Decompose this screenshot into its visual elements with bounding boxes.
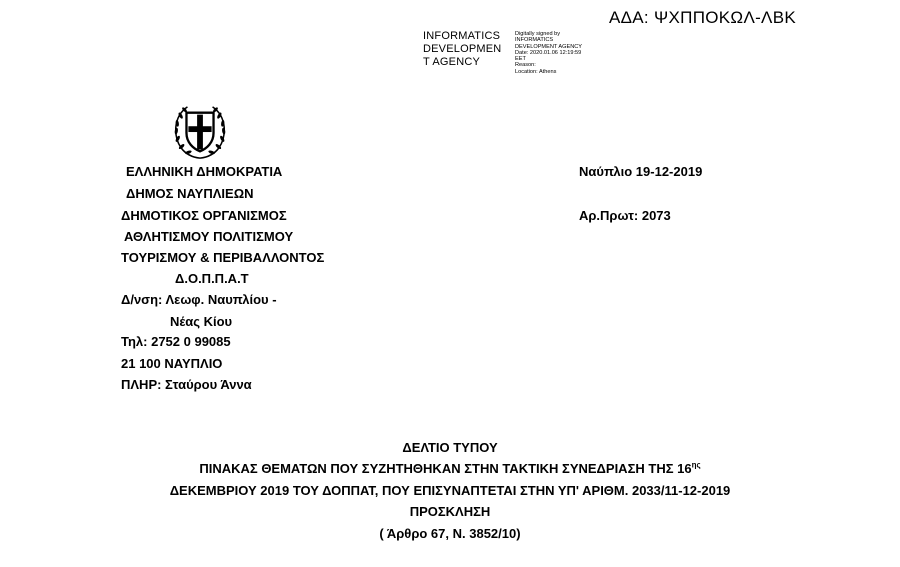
sender-line: ΕΛΛΗΝΙΚΗ ΔΗΜΟΚΡΑΤΙΑ <box>126 164 283 179</box>
greek-coat-of-arms-icon <box>171 104 229 162</box>
signature-name <box>423 30 515 69</box>
signature-detail-line: Reason: <box>515 62 536 69</box>
title-line-text: ΠΙΝΑΚΑΣ ΘΕΜΑΤΩΝ ΠΟΥ ΣΥΖΗΤΗΘΗΚΑΝ ΣΤΗΝ ΤΑΚΤΙΚΗ ΣΥΝΕΔΡΙΑΣΗ ΤΗΣ 16 <box>199 461 692 476</box>
signature-name-line: T AGENCY <box>423 56 481 68</box>
title-line: ΠΡΟΣΚΛΗΣΗ <box>409 504 491 519</box>
signature-detail-line: DEVELOPMENT AGENCY <box>515 43 583 50</box>
sender-line: Νέας Κίου <box>170 314 233 329</box>
sender-line: Δ.Ο.Π.Π.Α.Τ <box>175 271 249 286</box>
sender-line: ΔΗΜΟΣ ΝΑΥΠΛΙΕΩΝ <box>126 186 254 201</box>
signature-detail-line: Location: Athens <box>515 68 557 75</box>
sender-line: ΠΛΗΡ: Σταύρου Άννα <box>121 377 252 392</box>
place-date: Ναύπλιο 19-12-2019 <box>579 164 703 179</box>
signature-detail-line: EET <box>515 56 526 63</box>
ordinal-suffix: ης <box>691 460 701 470</box>
sender-line: ΔΗΜΟΤΙΚΟΣ ΟΡΓΑΝΙΣΜΟΣ <box>121 208 287 223</box>
protocol-number: Αρ.Πρωτ: 2073 <box>579 208 671 223</box>
signature-detail-line: Digitally signed by <box>515 31 561 37</box>
sender-line: 21 100 ΝΑΥΠΛΙΟ <box>121 356 223 371</box>
sender-line: ΑΘΛΗΤΙΣΜΟΥ ΠΟΛΙΤΙΣΜΟΥ <box>124 229 294 244</box>
signature-name-line: INFORMATICS <box>423 30 501 42</box>
title-line <box>0 461 900 476</box>
signature-name-line: DEVELOPMEN <box>423 43 502 55</box>
sender-line: Δ/νση: Λεωφ. Ναυπλίου - <box>121 292 277 307</box>
sender-line: Τηλ: 2752 0 99085 <box>121 334 231 349</box>
sender-line: ΤΟΥΡΙΣΜΟΥ & ΠΕΡΙΒΑΛΛΟΝΤΟΣ <box>121 250 325 265</box>
title-line: ( Άρθρο 67, Ν. 3852/10) <box>379 526 521 541</box>
signature-detail-line: Date: 2020.01.06 12:19:59 <box>515 49 582 56</box>
signature-details <box>515 31 625 75</box>
signature-detail-line: INFORMATICS <box>515 37 554 44</box>
title-line: ΔΕΚΕΜΒΡΙΟΥ 2019 ΤΟΥ ΔΟΠΠΑΤ, ΠΟΥ ΕΠΙΣΥΝΑΠΤΕΤΑΙ ΣΤΗΝ ΥΠ' ΑΡΙΘΜ. 2033/11-12-2019 <box>169 483 731 498</box>
ada-code: ΑΔΑ: ΨΧΠΠΟΚΩΛ-ΛΒΚ <box>609 8 796 27</box>
title-line: ΔΕΛΤΙΟ ΤΥΠΟΥ <box>402 440 498 455</box>
